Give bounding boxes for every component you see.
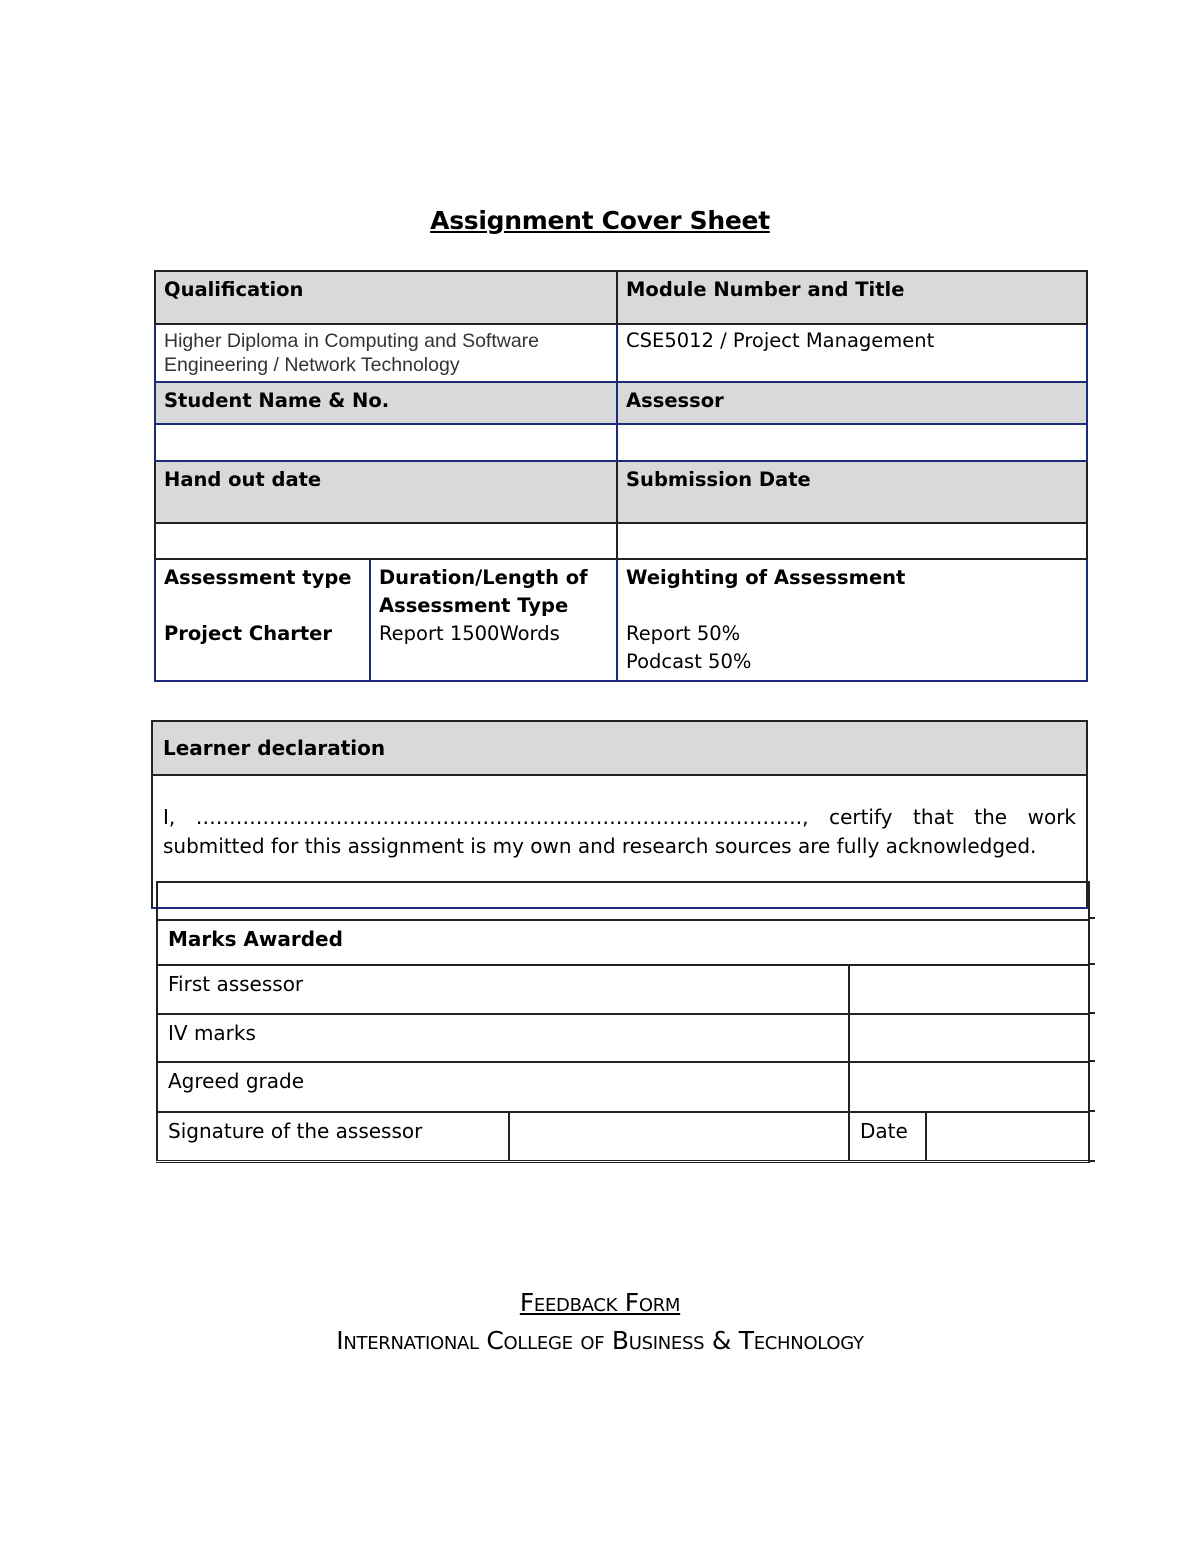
declaration-text: I, ………………………………………………………………………………., certify that the work submitted for this assignment is my own and research sources are fully acknowledged. bbox=[152, 775, 1087, 908]
first-assessor-value[interactable] bbox=[849, 965, 1089, 1014]
module-label: Module Number and Title bbox=[617, 271, 1087, 324]
cover-details-table bbox=[154, 270, 1088, 682]
agreed-grade-value[interactable] bbox=[849, 1062, 1089, 1112]
handout-date-label: Hand out date bbox=[155, 461, 617, 523]
assessor-label: Assessor bbox=[617, 382, 1087, 424]
weighting-podcast: Podcast 50% bbox=[626, 650, 752, 673]
marks-heading: Marks Awarded bbox=[157, 920, 1089, 965]
agreed-grade-label: Agreed grade bbox=[157, 1062, 849, 1112]
table-edge-tick bbox=[1088, 963, 1095, 965]
assessment-type-label: Assessment type bbox=[164, 566, 352, 589]
signature-value[interactable] bbox=[509, 1112, 849, 1161]
submission-date-label: Submission Date bbox=[617, 461, 1087, 523]
duration-value: Report 1500Words bbox=[379, 622, 560, 645]
assessor-value[interactable] bbox=[617, 424, 1087, 461]
student-name-label: Student Name & No. bbox=[155, 382, 617, 424]
marks-table bbox=[156, 881, 1090, 1163]
module-value: CSE5012 / Project Management bbox=[617, 324, 1087, 382]
handout-date-value[interactable] bbox=[155, 523, 617, 559]
student-name-value[interactable] bbox=[155, 424, 617, 461]
iv-marks-value[interactable] bbox=[849, 1014, 1089, 1062]
feedback-form-title: Feedback Form bbox=[519, 1288, 681, 1317]
iv-marks-label: IV marks bbox=[157, 1014, 849, 1062]
date-value[interactable] bbox=[926, 1112, 1089, 1161]
marks-blank-row bbox=[157, 882, 1089, 920]
duration-label: Duration/Length of Assessment Type bbox=[379, 566, 588, 617]
submission-date-value[interactable] bbox=[617, 523, 1087, 559]
table-edge-tick bbox=[1088, 1060, 1095, 1062]
weighting-label: Weighting of Assessment bbox=[626, 566, 906, 589]
assessment-type-cell bbox=[155, 559, 370, 681]
duration-cell bbox=[370, 559, 617, 681]
college-name: International College of Business & Technology bbox=[336, 1326, 864, 1355]
table-edge-tick bbox=[1088, 1160, 1095, 1162]
qualification-label: Qualification bbox=[155, 271, 617, 324]
declaration-heading: Learner declaration bbox=[152, 721, 1087, 775]
table-edge-tick bbox=[1088, 1012, 1095, 1014]
signature-label: Signature of the assessor bbox=[157, 1112, 509, 1161]
weighting-cell bbox=[617, 559, 1087, 681]
date-label: Date bbox=[849, 1112, 926, 1161]
assessment-type-value: Project Charter bbox=[164, 622, 333, 645]
qualification-value: Higher Diploma in Computing and Software Engineering / Network Technology bbox=[164, 330, 540, 376]
page-title: Assignment Cover Sheet bbox=[430, 206, 770, 235]
first-assessor-label: First assessor bbox=[157, 965, 849, 1014]
weighting-report: Report 50% bbox=[626, 622, 741, 645]
table-edge-tick bbox=[1088, 917, 1095, 919]
table-edge-tick bbox=[1088, 1110, 1095, 1112]
